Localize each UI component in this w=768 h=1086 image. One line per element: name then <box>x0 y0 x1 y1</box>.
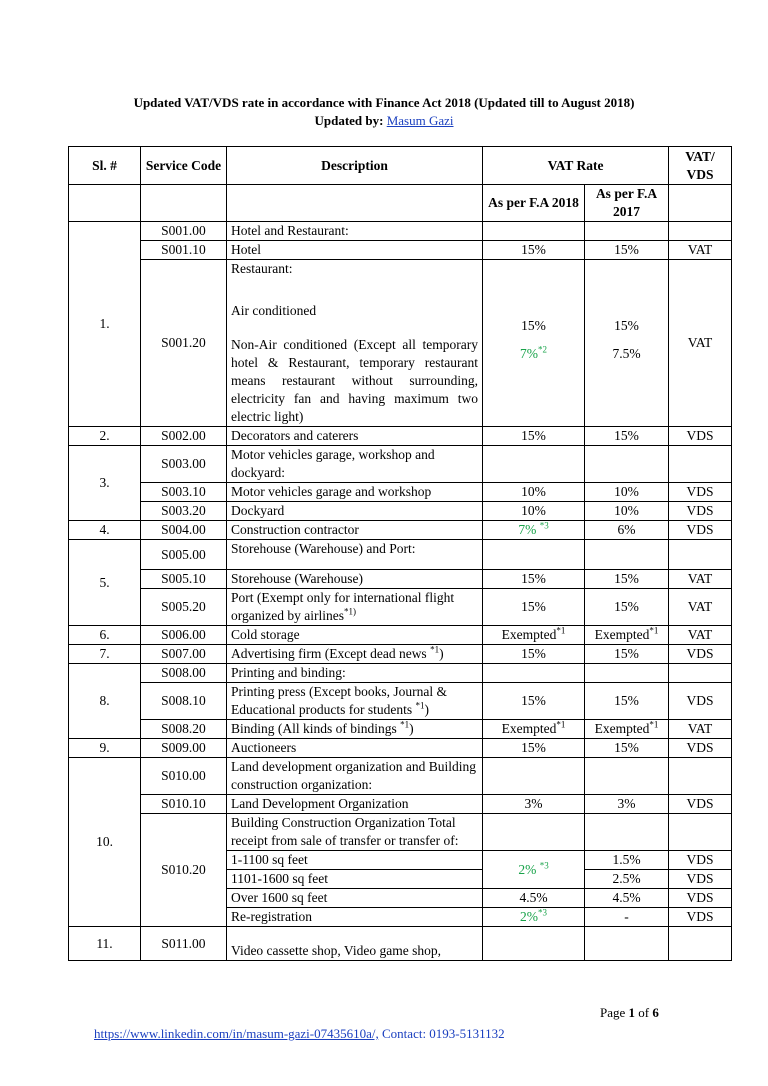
desc-text: Printing press (Except books, Journal & Educational products for students <box>231 684 447 717</box>
rate-2018-cell: 4.5% <box>483 889 585 908</box>
type-cell: VDS <box>669 851 732 870</box>
value: Exempted <box>501 627 557 642</box>
rate-2018-cell: 15% <box>483 645 585 664</box>
type-cell: VAT <box>669 589 732 626</box>
rate-2017-cell: 15% <box>585 427 669 446</box>
sl-cell: 10. <box>69 758 141 927</box>
rate-2017-cell: - <box>585 908 669 927</box>
rate-2018-cell: 3% <box>483 795 585 814</box>
desc-cell <box>227 683 483 720</box>
linkedin-link[interactable]: https://www.linkedin.com/in/masum-gazi-07435610a/, <box>94 1026 379 1041</box>
value: Exempted <box>594 721 650 736</box>
document-title <box>0 94 768 130</box>
rate-2017-cell: 15% <box>585 645 669 664</box>
code-cell: S005.00 <box>141 540 227 570</box>
restaurant-title: Restaurant: <box>231 261 293 276</box>
desc-cell: Hotel and Restaurant: <box>227 222 483 241</box>
rate-2017-cell: 6% <box>585 521 669 540</box>
footnote: *1 <box>400 719 410 730</box>
updated-by-label: Updated by: <box>314 113 384 128</box>
desc-text: Advertising firm (Except dead news <box>231 646 431 661</box>
rate-2018-cell <box>483 260 585 427</box>
table-row <box>69 540 732 570</box>
rate-2017-cell: 3% <box>585 795 669 814</box>
table-row <box>69 758 732 795</box>
ac-2017: 15% <box>614 318 639 333</box>
code-cell: S002.00 <box>141 427 227 446</box>
sl-cell: 5. <box>69 540 141 626</box>
code-cell: S008.10 <box>141 683 227 720</box>
type-cell: VAT <box>669 570 732 589</box>
code-cell: S010.20 <box>141 814 227 927</box>
sl-header: Sl. # <box>69 147 141 185</box>
rate-2018-cell <box>483 521 585 540</box>
footnote: *1 <box>556 625 566 636</box>
code-cell: S005.20 <box>141 589 227 626</box>
type-cell: VDS <box>669 683 732 720</box>
code-header: Service Code <box>141 147 227 185</box>
rate-2017-cell: 10% <box>585 502 669 521</box>
footnote: *3 <box>539 860 549 870</box>
code-cell: S008.00 <box>141 664 227 683</box>
table-row <box>69 427 732 446</box>
rate-2017-cell <box>585 626 669 645</box>
desc-end: ) <box>424 702 429 717</box>
value: 2% <box>518 861 537 877</box>
rate-2017-cell <box>585 260 669 427</box>
type-cell: VDS <box>669 483 732 502</box>
rate-2018-cell <box>483 626 585 645</box>
desc-end: ) <box>409 721 414 736</box>
type-cell: VDS <box>669 502 732 521</box>
table-row <box>69 260 732 427</box>
author-link[interactable]: Masum Gazi <box>386 113 454 128</box>
desc-cell: Re-registration <box>227 908 483 927</box>
rate-2017-cell: 15% <box>585 683 669 720</box>
table-row <box>69 483 732 502</box>
desc-cell: Dockyard <box>227 502 483 521</box>
table-row <box>69 795 732 814</box>
nonac-2017: 7.5% <box>612 346 641 361</box>
type-cell: VDS <box>669 908 732 927</box>
rate-2018-cell: 15% <box>483 427 585 446</box>
sl-cell: 3. <box>69 446 141 521</box>
table-row <box>69 570 732 589</box>
desc-cell: Storehouse (Warehouse) and Port: <box>227 540 483 570</box>
desc-cell: Over 1600 sq feet <box>227 889 483 908</box>
footnote: *1 <box>556 719 566 730</box>
desc-cell <box>227 720 483 739</box>
page-current: 1 <box>628 1005 636 1020</box>
sl-cell: 2. <box>69 427 141 446</box>
value: 2% <box>520 909 538 924</box>
rate-2017-cell <box>585 720 669 739</box>
footnote: *1) <box>343 606 356 617</box>
table-row <box>69 927 732 961</box>
fa2017-header: As per F.A 2017 <box>585 185 669 222</box>
code-cell: S007.00 <box>141 645 227 664</box>
code-cell: S001.20 <box>141 260 227 427</box>
table-row <box>69 502 732 521</box>
rate-2017-cell: 15% <box>585 570 669 589</box>
rate-2018-cell <box>483 720 585 739</box>
code-cell: S008.20 <box>141 720 227 739</box>
rate-2018-cell: 10% <box>483 483 585 502</box>
subheader-row <box>69 185 732 222</box>
sl-cell: 7. <box>69 645 141 664</box>
code-cell: S010.10 <box>141 795 227 814</box>
description-header: Description <box>227 147 483 185</box>
vat-rate-table <box>68 146 732 961</box>
rate-2017-cell: 15% <box>585 589 669 626</box>
code-cell: S006.00 <box>141 626 227 645</box>
sl-cell: 6. <box>69 626 141 645</box>
table-row <box>69 589 732 626</box>
rate-2018-cell: 15% <box>483 241 585 260</box>
footer-contact <box>94 1026 505 1042</box>
desc-end: ) <box>439 646 444 661</box>
vat-rate-header: VAT Rate <box>483 147 669 185</box>
rate-2018-cell: 15% <box>483 589 585 626</box>
footnote: *1 <box>430 644 440 655</box>
rate-2018-cell: 15% <box>483 683 585 720</box>
rate-2017-cell: 2.5% <box>585 870 669 889</box>
footnote: *3 <box>538 907 547 918</box>
value: 7% <box>518 522 537 537</box>
code-cell: S009.00 <box>141 739 227 758</box>
value: Exempted <box>594 627 650 642</box>
table-row <box>69 664 732 683</box>
sl-cell: 11. <box>69 927 141 961</box>
desc-cell: Auctioneers <box>227 739 483 758</box>
desc-cell: Construction contractor <box>227 521 483 540</box>
code-cell: S001.00 <box>141 222 227 241</box>
desc-cell: Decorators and caterers <box>227 427 483 446</box>
type-cell: VDS <box>669 739 732 758</box>
footnote: *3 <box>539 520 549 531</box>
desc-cell: Motor vehicles garage and workshop <box>227 483 483 502</box>
type-cell: VDS <box>669 795 732 814</box>
desc-cell: Building Construction Organization Total receipt from sale of transfer or transfer of: <box>227 814 483 851</box>
ac-2018: 15% <box>521 318 546 333</box>
type-cell: VAT <box>669 626 732 645</box>
footnote: *1 <box>415 700 425 711</box>
rate-2017-cell: 1.5% <box>585 851 669 870</box>
table-row <box>69 626 732 645</box>
desc-cell <box>227 260 483 427</box>
footnote: *1 <box>649 625 659 636</box>
desc-cell: Land development organization and Building construction organization: <box>227 758 483 795</box>
sl-cell: 4. <box>69 521 141 540</box>
header-row <box>69 147 732 185</box>
title-line: Updated VAT/VDS rate in accordance with Finance Act 2018 (Updated till to August 2018) <box>133 95 635 110</box>
type-cell: VAT <box>669 720 732 739</box>
desc-cell: Cold storage <box>227 626 483 645</box>
page-total: 6 <box>652 1005 659 1020</box>
rate-2018-cell: 15% <box>483 739 585 758</box>
rate-2017-cell: 4.5% <box>585 889 669 908</box>
nonac-label: Non-Air conditioned (Except all temporary hotel & Restaurant, temporary restaurant means restaurant without surrounding, electricity fan and having maximum two electric light) <box>231 337 478 424</box>
rate-2017-cell: 15% <box>585 241 669 260</box>
desc-text: Binding (All kinds of bindings <box>231 721 401 736</box>
code-cell: S003.10 <box>141 483 227 502</box>
nonac-2018 <box>487 345 580 363</box>
code-cell: S004.00 <box>141 521 227 540</box>
code-cell: S011.00 <box>141 927 227 961</box>
sl-cell: 9. <box>69 739 141 758</box>
table-row <box>69 739 732 758</box>
desc-cell: Printing and binding: <box>227 664 483 683</box>
table-row <box>69 814 732 851</box>
type-cell: VDS <box>669 645 732 664</box>
desc-cell: Video cassette shop, Video game shop, <box>227 927 483 961</box>
desc-cell: 1101-1600 sq feet <box>227 870 483 889</box>
table-row <box>69 521 732 540</box>
footnote: *2 <box>538 344 547 355</box>
table-row <box>69 683 732 720</box>
desc-cell: Land Development Organization <box>227 795 483 814</box>
footnote: *1 <box>649 719 659 730</box>
value: Exempted <box>501 721 557 736</box>
rate-2018-cell: 10% <box>483 502 585 521</box>
code-cell: S001.10 <box>141 241 227 260</box>
code-cell: S005.10 <box>141 570 227 589</box>
contact-text: Contact: 0193-5131132 <box>378 1026 505 1041</box>
rate-2017-cell: 10% <box>585 483 669 502</box>
fa2018-header: As per F.A 2018 <box>483 185 585 222</box>
page-mid: of <box>635 1005 653 1020</box>
table-row <box>69 222 732 241</box>
desc-cell: Motor vehicles garage, workshop and dockyard: <box>227 446 483 483</box>
type-cell: VDS <box>669 889 732 908</box>
rate-2018-cell <box>483 851 585 889</box>
value: 7% <box>520 346 538 361</box>
type-cell: VAT <box>669 260 732 427</box>
rate-2017-cell: 15% <box>585 739 669 758</box>
type-cell: VDS <box>669 870 732 889</box>
desc-cell <box>227 645 483 664</box>
code-cell: S003.20 <box>141 502 227 521</box>
rate-2018-cell: 15% <box>483 570 585 589</box>
sl-cell: 8. <box>69 664 141 739</box>
desc-cell: Hotel <box>227 241 483 260</box>
code-cell: S003.00 <box>141 446 227 483</box>
vat-vds-header: VAT/ VDS <box>669 147 732 185</box>
desc-text: Port (Exempt only for international flight organized by airlines <box>231 590 455 623</box>
table-row <box>69 720 732 739</box>
desc-cell: Storehouse (Warehouse) <box>227 570 483 589</box>
type-cell: VDS <box>669 521 732 540</box>
table-row <box>69 241 732 260</box>
table-row <box>69 645 732 664</box>
ac-label: Air conditioned <box>231 303 317 318</box>
table-row <box>69 446 732 483</box>
type-cell: VAT <box>669 241 732 260</box>
desc-cell: 1-1100 sq feet <box>227 851 483 870</box>
page-number <box>600 1005 659 1021</box>
desc-cell <box>227 589 483 626</box>
type-cell: VDS <box>669 427 732 446</box>
sl-cell: 1. <box>69 222 141 427</box>
code-cell: S010.00 <box>141 758 227 795</box>
updated-by-line <box>0 112 768 130</box>
rate-2018-cell <box>483 908 585 927</box>
page-prefix: Page <box>600 1005 629 1020</box>
